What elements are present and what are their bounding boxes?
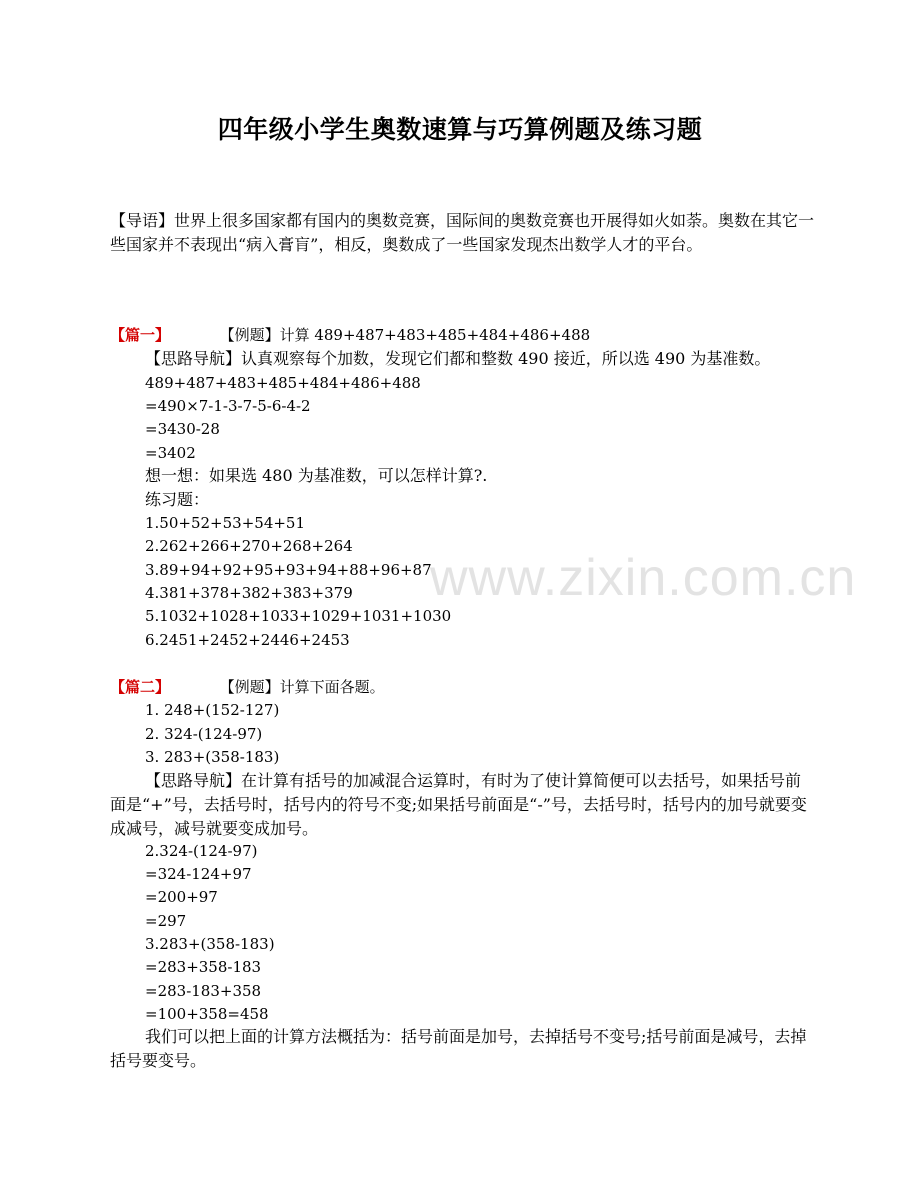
section1-step: =3402 [145, 444, 196, 462]
section2-heading-line [110, 677, 385, 697]
section2-step: =100+358=458 [145, 1005, 269, 1023]
section2-step: =297 [145, 912, 187, 930]
intro-paragraph: 【导语】世界上很多国家都有国内的奥数竞赛，国际间的奥数竞赛也开展得如火如荼。奥数在其它一些国家并不表现出“病入膏肓”，相反，奥数成了一些国家发现杰出数学人才的平台。 [110, 211, 815, 254]
section2-step: =283+358-183 [145, 958, 262, 976]
section1-practice-label: 练习题： [145, 490, 210, 509]
section1-header: 【篇一】 [110, 326, 171, 344]
practice-item: 1.50+52+53+54+51 [145, 514, 306, 532]
practice-item: 2.262+266+270+268+264 [145, 537, 353, 555]
practice-item: 3.89+94+92+95+93+94+88+96+87 [145, 561, 432, 579]
section2-problem: 3. 283+(358-183) [145, 748, 280, 766]
practice-item: 6.2451+2452+2446+2453 [145, 631, 350, 649]
section1-example: 【例题】计算 489+487+483+485+484+486+488 [219, 326, 591, 344]
section2-problem: 1. 248+(152-127) [145, 701, 280, 719]
section2-step: =324-124+97 [145, 865, 252, 883]
section1-step: 489+487+483+485+484+486+488 [145, 374, 421, 392]
section2-step: 2.324-(124-97) [145, 842, 258, 860]
section2-example: 【例题】计算下面各题。 [219, 678, 385, 696]
section2-step: =200+97 [145, 888, 218, 906]
section1-heading-line [110, 325, 590, 345]
section1-hint: 【思路导航】认真观察每个加数，发现它们都和整数 490 接近，所以选 490 为基准数。 [145, 349, 771, 368]
section2-step: =283-183+358 [145, 982, 262, 1000]
section2-summary: 我们可以把上面的计算方法概括为：括号前面是加号，去掉括号不变号;括号前面是减号，去掉括号要变号。 [110, 1027, 807, 1070]
section2-header: 【篇二】 [110, 678, 171, 696]
section1-think: 想一想：如果选 480 为基准数，可以怎样计算?. [145, 466, 488, 485]
section1-step: =490×7-1-3-7-5-6-4-2 [145, 397, 311, 415]
page-title: 四年级小学生奥数速算与巧算例题及练习题 [217, 115, 703, 144]
practice-item: 4.381+378+382+383+379 [145, 584, 353, 602]
watermark: www.zixin.com.cn [430, 549, 857, 607]
section2-step: 3.283+(358-183) [145, 935, 275, 953]
section1-step: =3430-28 [145, 420, 220, 438]
practice-item: 5.1032+1028+1033+1029+1031+1030 [145, 607, 452, 625]
section2-problem: 2. 324-(124-97) [145, 725, 263, 743]
section2-hint: 【思路导航】在计算有括号的加减混合运算时，有时为了使计算简便可以去括号，如果括号前面是“+”号，去括号时，括号内的符号不变;如果括号前面是“-”号，去括号时，括号内的加号就要变成减号，减号就要变成加号。 [110, 771, 807, 838]
